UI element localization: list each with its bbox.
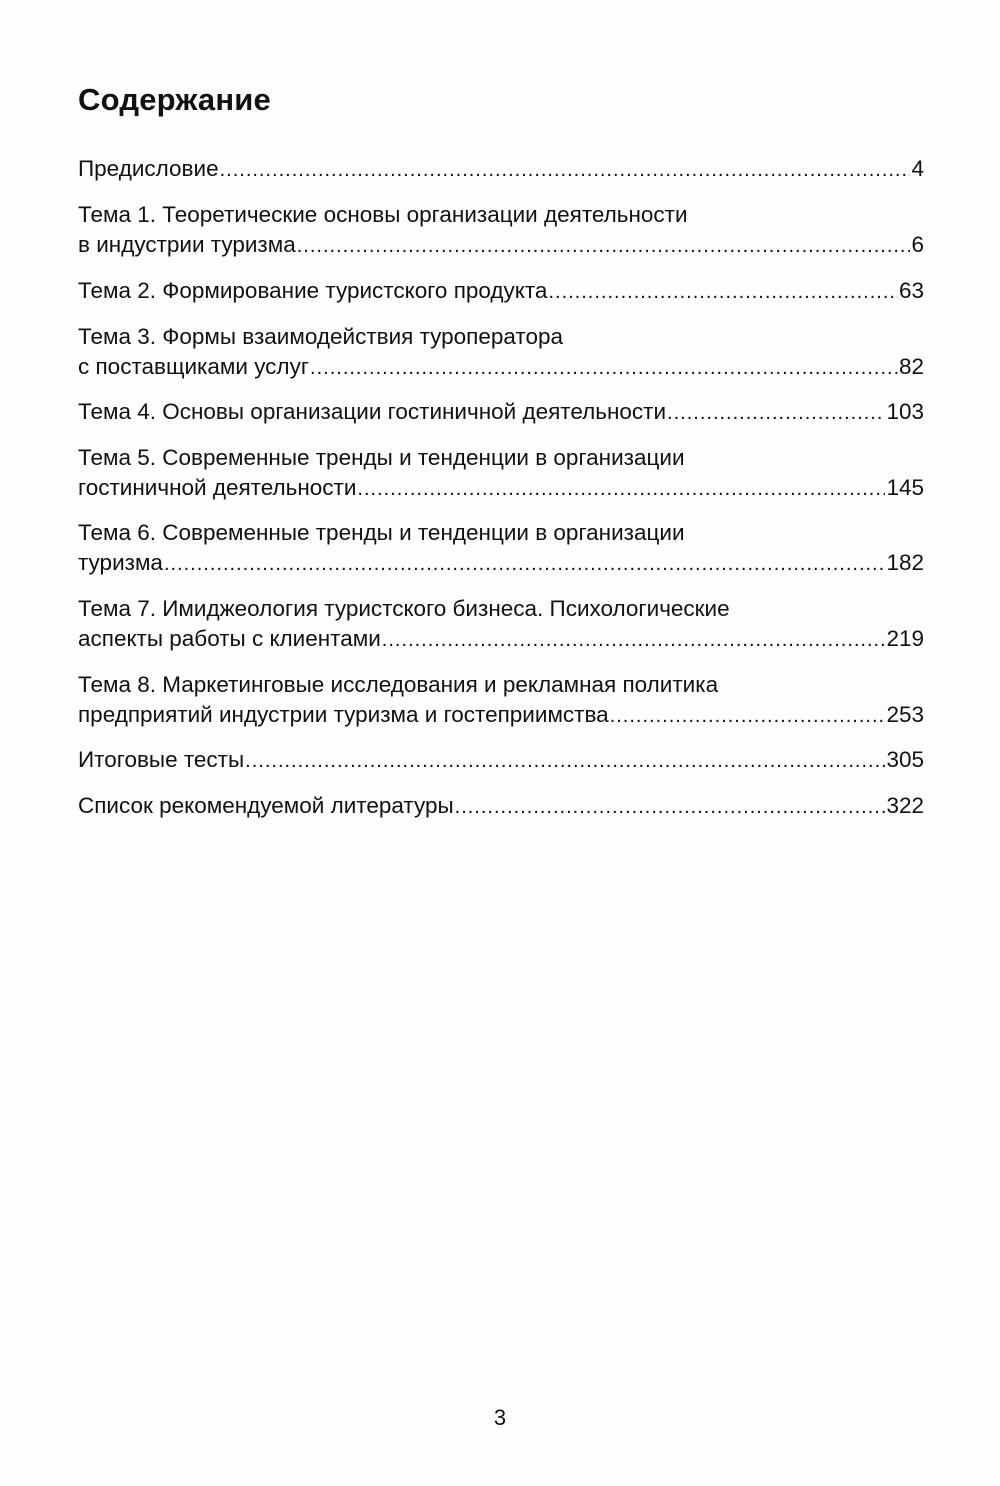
toc-entry-topic-6: [78, 518, 924, 579]
toc-page-number: 6: [911, 232, 924, 257]
toc-entry-bibliography: [78, 791, 924, 822]
toc-leader-dots: [667, 398, 885, 428]
toc-entry-text: Итоговые тесты: [78, 747, 245, 772]
toc-entry-topic-3: [78, 322, 924, 383]
toc-leader-dots: [548, 277, 898, 307]
toc-entry-first-line: Тема 7. Имиджеология туристского бизнеса. Психологические: [78, 596, 730, 621]
toc-heading: Содержание: [78, 82, 271, 117]
toc-page-number: 182: [886, 550, 924, 575]
toc-leader-dots: [357, 474, 885, 504]
toc-leader-dots: [220, 155, 911, 185]
toc-entry-text: Тема 4. Основы организации гостиничной деятельности: [78, 399, 667, 424]
toc-page-number: 4: [911, 156, 924, 181]
toc-entry-first-line: Тема 8. Маркетинговые исследования и рекламная политика: [78, 672, 719, 697]
toc-page-number: 145: [886, 475, 924, 500]
toc-leader-dots: [455, 792, 886, 822]
toc-entry-topic-1: [78, 200, 924, 261]
toc-entry-text: Предисловие: [78, 156, 219, 181]
toc-entry-text: предприятий индустрии туризма и гостеприимства: [78, 702, 609, 727]
toc-leader-dots: [310, 353, 898, 383]
toc-page-number: 253: [886, 702, 924, 727]
toc-entry-topic-5: [78, 443, 924, 504]
toc-entry-last-line: [78, 154, 924, 185]
toc-entry-topic-2: [78, 276, 924, 307]
toc-leader-dots: [245, 746, 885, 776]
toc-entry-last-line: [78, 397, 924, 428]
page-number: 3: [493, 1405, 507, 1430]
toc-entry-last-line: [78, 624, 924, 655]
toc-entry-text: гостиничной деятельности: [78, 475, 357, 500]
toc-entry-text: Тема 2. Формирование туристского продукта: [78, 278, 548, 303]
toc-entry-text: Список рекомендуемой литературы: [78, 793, 454, 818]
toc-entry-topic-4: [78, 397, 924, 428]
toc-entry-first-line: Тема 3. Формы взаимодействия туроператора: [78, 324, 563, 349]
toc-page-number: 82: [898, 354, 924, 379]
toc-leader-dots: [610, 701, 886, 731]
toc-entry-topic-8: [78, 670, 924, 731]
toc-entry-last-line: [78, 473, 924, 504]
toc-entry-last-line: [78, 276, 924, 307]
toc-entry-text: в индустрии туризма: [78, 232, 296, 257]
toc-entry-last-line: [78, 352, 924, 383]
toc-entry-final-tests: [78, 745, 924, 776]
toc-entry-text: аспекты работы с клиентами: [78, 626, 381, 651]
toc-entry-first-line: Тема 1. Теоретические основы организации деятельности: [78, 202, 688, 227]
toc-entry-first-line: Тема 6. Современные тренды и тенденции в организации: [78, 520, 685, 545]
toc-entry-first-line: Тема 5. Современные тренды и тенденции в организации: [78, 445, 685, 470]
toc-page-number: 322: [886, 793, 924, 818]
toc-page-number: 219: [886, 626, 924, 651]
toc-entry-last-line: [78, 548, 924, 579]
toc-entry-preface: [78, 154, 924, 185]
toc-entry-last-line: [78, 230, 924, 261]
toc-page-number: 63: [898, 278, 924, 303]
toc-leader-dots: [382, 625, 886, 655]
toc-entry-text: с поставщиками услуг: [78, 354, 310, 379]
toc-entry-last-line: [78, 745, 924, 776]
toc-entry-text: туризма: [78, 550, 163, 575]
toc-page-number: 305: [886, 747, 924, 772]
toc-entry-topic-7: [78, 594, 924, 655]
toc-leader-dots: [297, 231, 911, 261]
toc-leader-dots: [164, 549, 886, 579]
toc-entry-last-line: [78, 700, 924, 731]
toc-entry-last-line: [78, 791, 924, 822]
toc-page-number: 103: [886, 399, 924, 424]
